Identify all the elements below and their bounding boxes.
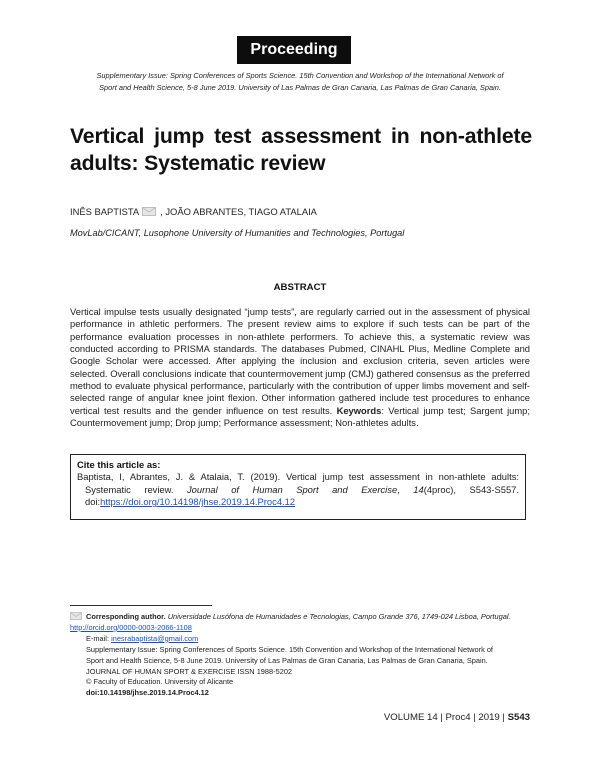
affiliation: MovLab/CICANT, Lusophone University of Humanities and Technologies, Portugal xyxy=(70,228,405,238)
abstract-heading: ABSTRACT xyxy=(273,282,327,293)
page-number: S543 xyxy=(507,712,530,723)
email-envelope-icon[interactable] xyxy=(142,207,156,216)
email-label: E-mail: xyxy=(86,633,109,643)
citation-doi-link[interactable]: https://doi.org/10.14198/jhse.2019.14.Proc4.12 xyxy=(100,496,296,508)
email-link[interactable]: inesrabaptista@gmail.com xyxy=(111,633,199,643)
copyright-line: © Faculty of Education. University of Alicante xyxy=(86,677,234,687)
citation-text: Baptista, I, Abrantes, J. & Atalaia, T. (2019). Vertical jump test assessment in non-athlete adults: Systematic review. Journal of Human Sport and Exercise, 14(4proc), S543-S557. doi:https://doi.org/10.14198/jhse.2019.14.Proc4.12 xyxy=(77,471,519,508)
authors-rest: , JOÃO ABRANTES, TIAGO ATALAIA xyxy=(160,206,317,217)
email-envelope-icon xyxy=(70,612,84,621)
corresponding-label: Corresponding author. xyxy=(86,612,166,621)
citation-authors-title: Baptista, I, Abrantes, J. & Atalaia, T. (2019). Vertical jump test assessment in non-athlete adults: Systematic review. xyxy=(77,471,519,495)
corresponding-affiliation: Universidade Lusófona de Humanidades e Tecnologias, Campo Grande 376, 1749-024 Lisboa, Portugal. xyxy=(167,612,511,621)
keywords-label: Keywords xyxy=(336,404,382,416)
abstract-body xyxy=(70,306,530,429)
orcid-link[interactable]: http://orcid.org/0000-0003-2066-1108 xyxy=(70,622,192,632)
volume-info: VOLUME 14 | Proc4 | 2019 | xyxy=(383,712,505,723)
citation-heading: Cite this article as: xyxy=(77,459,161,470)
footnote-divider xyxy=(70,605,212,606)
email-line xyxy=(70,634,530,645)
author-first: INÊS BAPTISTA xyxy=(70,206,140,217)
citation-journal: Journal of Human Sport and Exercise xyxy=(186,483,398,495)
citation-volume: 14 xyxy=(413,483,424,495)
footnote-supp-line-2: Sport and Health Science, 5-8 June 2019. University of Las Palmas de Gran Canaria, Las Palmas de Gran Canaria, Spain. xyxy=(86,655,488,665)
footnote-block xyxy=(70,612,530,699)
abstract-text: Vertical impulse tests usually designated “jump tests”, are regularly carried out in the assessment of physical performance in athletic performers. The present review aims to explore if such tests can be part of the performance evaluation processes in non-athlete performers. To achieve this, a systematic review was conducted according to PRISMA standards. The databases Pubmed, CINAHL Plus, Medline Complete and Google Scholar were accessed. After applying the inclusion and exclusion criteria, seven articles were selected. Overall conclusions indicate that countermovement jump (CMJ) gathered consensus as the preferred method to evaluate physical performance, particularly with the contribution of upper limbs movement and self-selected range of angular knee joint flexion. Other information gathered include test procedures to enhance vertical test results and the gender influence on test results. xyxy=(70,306,530,416)
author-list xyxy=(70,206,317,217)
citation-issue-pages: (4proc), S543-S557. xyxy=(423,483,519,495)
footnote-doi: doi:10.14198/jhse.2019.14.Proc4.12 xyxy=(86,688,209,698)
supplementary-line-2: Sport and Health Science, 5-8 June 2019. University of Las Palmas de Gran Canaria, Las Palmas de Gran Canaria, Spain. xyxy=(99,82,501,92)
footnote-supp-line-1: Supplementary Issue: Spring Conferences of Sports Science. 15th Convention and Workshop of the International Network of xyxy=(86,644,493,654)
journal-issn: JOURNAL OF HUMAN SPORT & EXERCISE ISSN 1988-5202 xyxy=(86,666,293,676)
proceeding-banner: Proceeding xyxy=(237,36,351,64)
keywords-list: : Vertical jump test; Sargent jump; Countermovement jump; Drop jump; Performance assessment; Non-athletes adults. xyxy=(70,404,531,429)
article-title: Vertical jump test assessment in non-athlete adults: Systematic review xyxy=(70,125,532,175)
page-footer xyxy=(384,712,530,723)
supplementary-issue-note xyxy=(70,70,530,93)
supplementary-line-1: Supplementary Issue: Spring Conferences of Sports Science. 15th Convention and Workshop of the International Network of xyxy=(96,71,504,80)
corresponding-author-line xyxy=(70,612,530,634)
citation-doi-prefix: doi: xyxy=(85,496,101,508)
citation-box xyxy=(70,454,526,520)
